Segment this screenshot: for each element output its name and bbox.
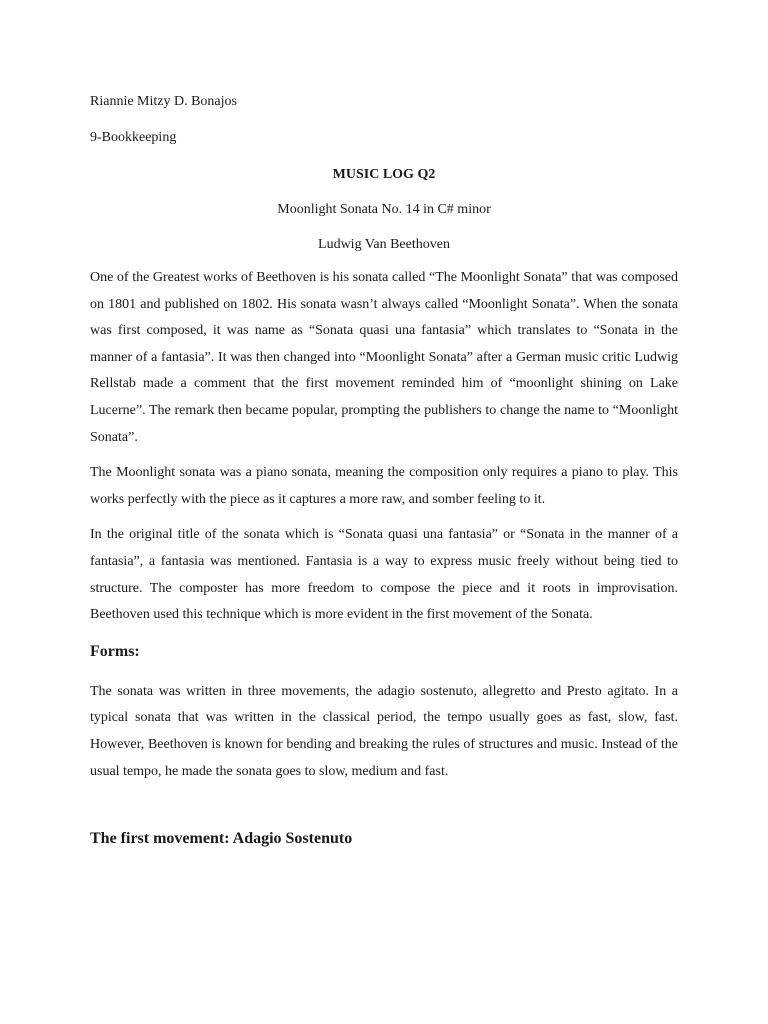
class-section: 9-Bookkeeping [90,130,177,145]
composer-name: Ludwig Van Beethoven [318,237,450,252]
author-name: Riannie Mitzy D. Bonajos [90,94,237,109]
document-title: MUSIC LOG Q2 [332,167,436,182]
paragraph-piano: The Moonlight sonata was a piano sonata, meaning the composition only requires a piano to play. This works perfectly with the piece as it captures a more raw, and somber feeling to it. [90,465,678,507]
paragraph-fantasia: In the original title of the sonata which is “Sonata quasi una fantasia” or “Sonata in the manner of a fantasia”, a fantasia was mentioned. Fantasia is a way to express music freely without being tied to structure. The composter has more freedom to compose the piece and it roots in improvisation. Beethoven used this technique which is more evident in the first movement of the Sonata. [90,527,678,623]
piece-title: Moonlight Sonata No. 14 in C# minor [277,202,491,217]
forms-heading: Forms: [90,642,140,660]
paragraph-forms: The sonata was written in three movements, the adagio sostenuto, allegretto and Presto agitato. In a typical sonata that was written in the classical period, the tempo usually goes as fast, slow, fast. However, Beethoven is known for bending and breaking the rules of structures and music. Instead of the usual tempo, he made the sonata goes to slow, medium and fast. [90,683,678,779]
paragraph-history: One of the Greatest works of Beethoven is his sonata called “The Moonlight Sonata” that was composed on 1801 and published on 1802. His sonata wasn’t always called “Moonlight Sonata”. When the sonata was first composed, it was name as “Sonata quasi una fantasia” which translates to “Sonata in the manner of a fantasia”. It was then changed into “Moonlight Sonata” after a German music critic Ludwig Rellstab made a comment that the first movement reminded him of “moonlight shining on Lake Lucerne”. The remark then became popular, prompting the publishers to change the name to “Moonlight Sonata”. [90,270,678,445]
first-movement-heading: The first movement: Adagio Sostenuto [90,830,353,848]
